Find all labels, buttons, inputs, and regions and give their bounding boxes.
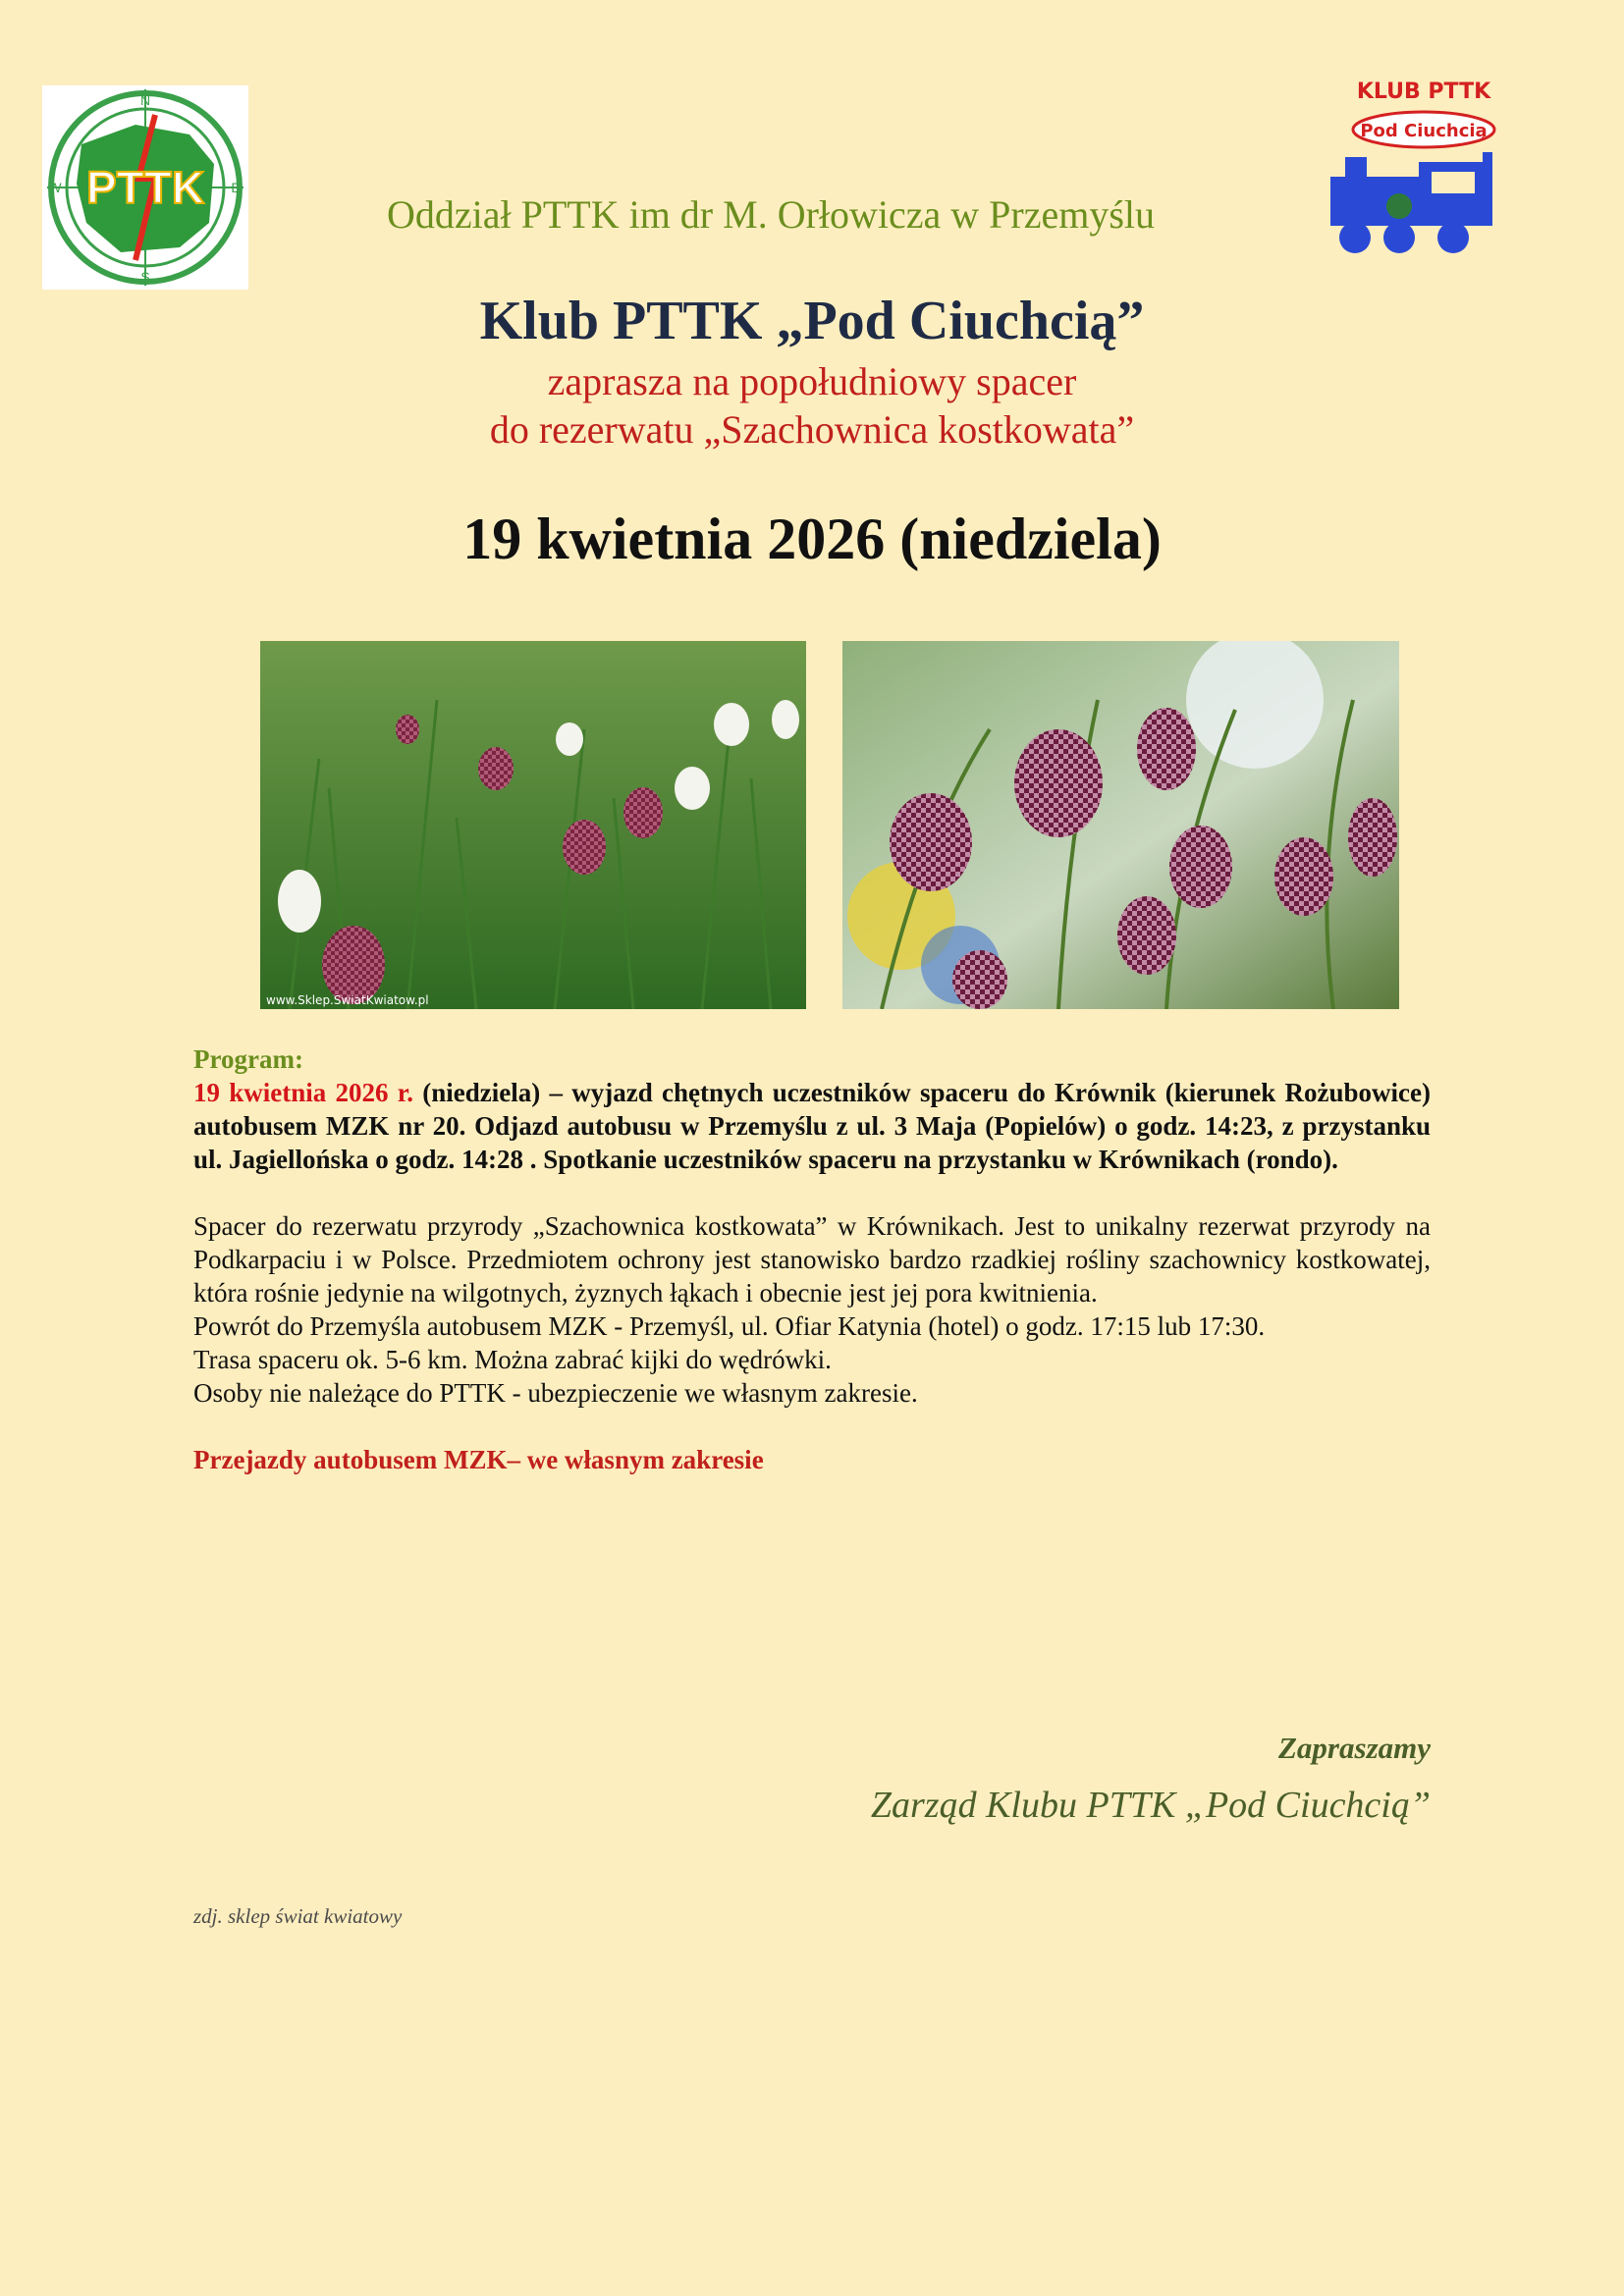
fritillaria-closeup-photo xyxy=(842,641,1399,1009)
program-paragraph-3: Powrót do Przemyśla autobusem MZK - Przemyśl, ul. Ofiar Katynia (hotel) o godz. 17:15 lub 17:30. xyxy=(193,1311,1266,1341)
svg-text:W: W xyxy=(48,180,62,195)
program-paragraph-1-text: (niedziela) – wyjazd chętnych uczestników spaceru do Krównik (kierunek Rożubowice) autobusem MZK nr 20. Odjazd autobusu w Przemyślu z ul. 3 Maja (Popielów) o godz. 14:23, z przystanku ul. Jagiellońska o godz. 14:28 . Spotkanie uczestników spaceru na przystanku w Krównikach (rondo). xyxy=(193,1078,1432,1174)
program-label: Program: xyxy=(193,1044,303,1074)
organization-line: Oddział PTTK im dr M. Orłowicza w Przemyślu xyxy=(386,192,1156,237)
klub-ciuchcia-logo xyxy=(1316,69,1532,270)
svg-text:PTTK: PTTK xyxy=(85,162,205,213)
svg-text:N: N xyxy=(139,92,151,108)
bus-note: Przejazdy autobusem MZK– we własnym zakresie xyxy=(193,1445,764,1474)
svg-text:Pod Ciuchcią: Pod Ciuchcią xyxy=(1360,121,1488,141)
invitation-line-1: zaprasza na popołudniowy spacer xyxy=(547,359,1077,403)
invitation-closing: Zapraszamy xyxy=(1278,1731,1431,1765)
svg-text:E: E xyxy=(231,180,241,195)
program-paragraph-1 xyxy=(193,1076,1431,1176)
photo-watermark: www.Sklep.SwiatKwiatow.pl xyxy=(266,993,429,1007)
program-paragraph-2: Spacer do rezerwatu przyrody „Szachownica kostkowata” w Krównikach. Jest to unikalny rezerwat przyrody na Podkarpaciu i w Polsce. Przedmiotem ochrony jest stanowisko bardzo rzadkiej rośliny szachownicy kostkowatej, która rośnie jedynie na wilgotnych, żyznych łąkach i obecnie jest jej pora kwitnienia. xyxy=(193,1211,1431,1308)
fritillaria-meadow-photo xyxy=(260,641,806,1009)
invitation-line-2: do rezerwatu „Szachownica kostkowata” xyxy=(489,407,1135,452)
board-signature: Zarząd Klubu PTTK „Pod Ciuchcią” xyxy=(870,1785,1431,1826)
svg-text:KLUB PTTK: KLUB PTTK xyxy=(1356,80,1491,104)
photo-credit: zdj. sklep świat kwiatowy xyxy=(193,1904,403,1928)
program-paragraph-5: Osoby nie należące do PTTK - ubezpieczenie we własnym zakresie. xyxy=(193,1378,918,1408)
program-paragraph-4: Trasa spaceru ok. 5-6 km. Można zabrać kijki do wędrówki. xyxy=(193,1345,832,1374)
svg-text:S: S xyxy=(140,269,150,285)
pttk-logo xyxy=(42,85,248,290)
event-date: 19 kwietnia 2026 (niedziela) xyxy=(462,507,1162,571)
program-section xyxy=(193,1042,1431,1476)
club-title: Klub PTTK „Pod Ciuchcią” xyxy=(479,291,1145,351)
program-date: 19 kwietnia 2026 r. xyxy=(193,1078,414,1107)
